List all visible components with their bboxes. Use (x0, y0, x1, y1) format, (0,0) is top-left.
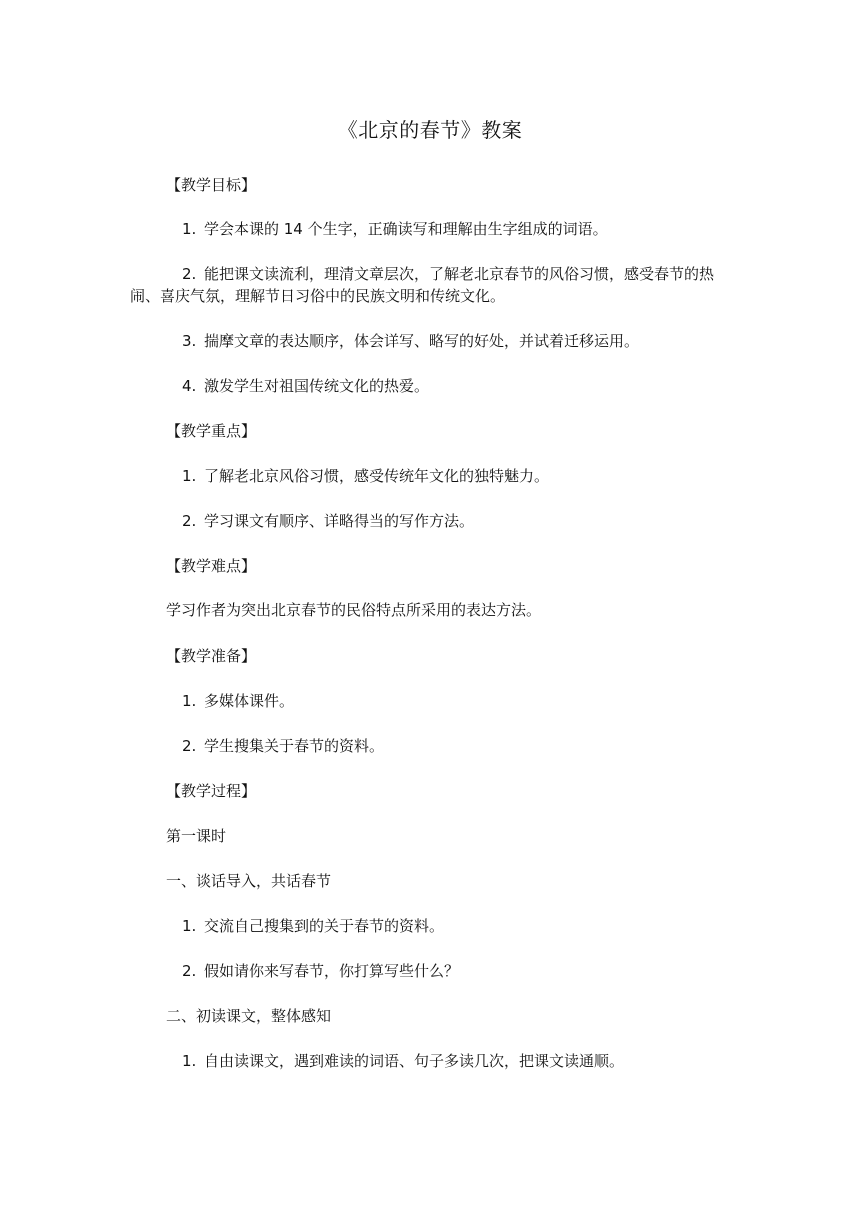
goal-item-number: 4. (182, 377, 197, 395)
goal-item-number: 3. (182, 332, 197, 350)
key-point-item-2 (182, 510, 474, 532)
step-item-text: 自由读课文，遇到难读的词语、句子多读几次，把课文读通顺。 (204, 1052, 625, 1070)
step1-item-1 (182, 915, 444, 937)
goal-item-number: 1. (182, 220, 197, 238)
step-item-number: 1. (182, 1052, 197, 1070)
goal-item-text: 能把课文读流利，理清文章层次，了解老北京春节的风俗习惯，感受春节的热闹、喜庆气氛，理解节日习俗中的民族文明和传统文化。 (130, 265, 715, 305)
preparation-text: 学生搜集关于春节的资料。 (204, 737, 385, 755)
key-point-text: 学习课文有顺序、详略得当的写作方法。 (204, 512, 475, 530)
goal-item-text: 揣摩文章的表达顺序，体会详写、略写的好处，并试着迁移运用。 (204, 332, 640, 350)
lesson-label: 第一课时 (166, 827, 227, 845)
preparation-item-2 (182, 735, 384, 757)
section-heading-goals: 【教学目标】 (166, 176, 257, 194)
preparation-number: 1. (182, 692, 197, 710)
step-title-2: 二、初读课文，整体感知 (166, 1007, 332, 1025)
step-title-1: 一、谈话导入，共话春节 (166, 872, 332, 890)
section-heading-preparation: 【教学准备】 (166, 647, 257, 665)
goal-item-number: 2. (182, 265, 197, 283)
goal-item-text: 激发学生对祖国传统文化的热爱。 (204, 377, 430, 395)
goal-item-1 (182, 218, 608, 240)
step2-item-1 (182, 1050, 624, 1072)
key-point-item-1 (182, 465, 549, 487)
goal-item-text: 学会本课的 14 个生字，正确读写和理解由生字组成的词语。 (204, 220, 608, 238)
document-title: 《北京的春节》教案 (337, 118, 523, 142)
step-item-number: 1. (182, 917, 197, 935)
goal-item-2 (130, 263, 730, 307)
step-item-text: 交流自己搜集到的关于春节的资料。 (204, 917, 445, 935)
goal-item-3 (182, 330, 639, 352)
section-heading-process: 【教学过程】 (166, 782, 257, 800)
preparation-number: 2. (182, 737, 197, 755)
section-heading-difficulty: 【教学难点】 (166, 557, 257, 575)
section-heading-key-points: 【教学重点】 (166, 422, 257, 440)
key-point-number: 2. (182, 512, 197, 530)
preparation-text: 多媒体课件。 (204, 692, 295, 710)
step1-item-2 (182, 960, 459, 982)
step-item-text: 假如请你来写春节，你打算写些什么？ (204, 962, 460, 980)
key-point-text: 了解老北京风俗习惯，感受传统年文化的独特魅力。 (204, 467, 550, 485)
preparation-item-1 (182, 690, 294, 712)
difficulty-text: 学习作者为突出北京春节的民俗特点所采用的表达方法。 (166, 601, 542, 619)
step-item-number: 2. (182, 962, 197, 980)
goal-item-4 (182, 375, 429, 397)
key-point-number: 1. (182, 467, 197, 485)
